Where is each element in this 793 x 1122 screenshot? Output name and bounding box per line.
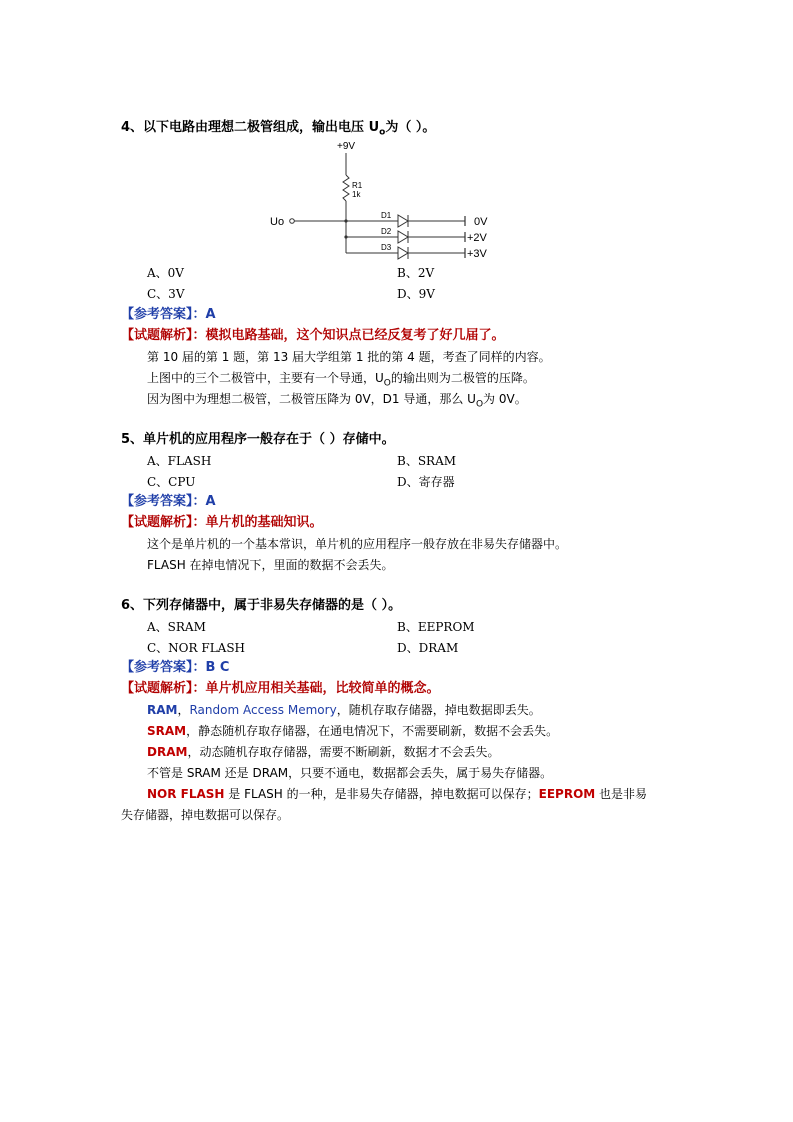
q4-analysis-p2: 上图中的三个二极管中，主要有一个导通，$U_O$的输出则为二极管的压降。	[147, 371, 535, 389]
q4-option-d: D、9V	[397, 287, 435, 301]
diode-d2	[398, 231, 408, 243]
q5-answer: 【参考答案】：A	[121, 494, 216, 509]
q6-analysis-continuation: 失存储器，掉电数据可以保存。	[121, 808, 290, 822]
q4-option-a: A、0V	[147, 266, 184, 280]
q6-option-c: C、NOR FLASH	[147, 641, 246, 655]
diode-d3	[398, 247, 408, 259]
q6-option-b: B、EEPROM	[397, 620, 475, 634]
output-terminal	[290, 219, 295, 224]
q6-analysis-heading: 【试题解析】：单片机应用相关基础，比较简单的概念。	[121, 681, 440, 696]
q5-option-c: C、CPU	[147, 475, 196, 489]
q5-option-b: B、SRAM	[397, 454, 457, 468]
q6-option-d: D、DRAM	[397, 641, 459, 655]
q5-option-a: A、FLASH	[147, 454, 212, 468]
v3-label: +3V	[467, 248, 487, 260]
v2-label: +2V	[467, 232, 487, 244]
d2-label: D2	[381, 227, 392, 236]
q4-analysis-p1: 第 10 届的第 1 题，第 13 届大学组第 1 批的第 4 题，考查了同样的内容。	[147, 350, 551, 364]
q6-analysis-sram: SRAM，静态随机存取存储器，在通电情况下，不需要刷新，数据不会丢失。	[147, 724, 559, 738]
supply-label: +9V	[337, 141, 356, 152]
output-label: Uo	[270, 216, 285, 228]
v1-label: 0V	[474, 216, 488, 228]
q5-analysis-heading: 【试题解析】：单片机的基础知识。	[121, 515, 323, 530]
q4-answer: 【参考答案】：A	[121, 307, 216, 322]
question-4-title: 4、以下电路由理想二极管组成，输出电压 $U_o$为（ ）。	[121, 120, 436, 138]
q6-analysis-nonvolatile: NOR FLASH 是 FLASH 的一种，是非易失存储器，掉电数据可以保存；EEPROM 也是非易	[147, 787, 648, 801]
question-5-title: 5、单片机的应用程序一般存在于（ ）存储中。	[121, 432, 395, 447]
q5-analysis-p2: FLASH 在掉电情况下，里面的数据不会丢失。	[147, 558, 394, 572]
d3-label: D3	[381, 243, 392, 252]
q6-answer: 【参考答案】：B C	[121, 660, 230, 675]
diode-d1	[398, 215, 408, 227]
q4-option-c: C、3V	[147, 287, 185, 301]
q6-analysis-volatile: 不管是 SRAM 还是 DRAM，只要不通电，数据都会丢失，属于易失存储器。	[147, 766, 553, 780]
q6-analysis-ram: RAM，Random Access Memory，随机存取存储器，掉电数据即丢失。	[147, 703, 541, 717]
q5-option-d: D、寄存器	[397, 475, 455, 489]
diode-circuit-diagram	[268, 140, 508, 262]
resistor-value: 1k	[352, 190, 361, 199]
resistor-label: R1	[352, 181, 363, 190]
q4-analysis-heading: 【试题解析】：模拟电路基础，这个知识点已经反复考了好几届了。	[121, 328, 505, 343]
q4-option-b: B、2V	[397, 266, 435, 280]
q6-analysis-dram: DRAM，动态随机存取存储器，需要不断刷新，数据才不会丢失。	[147, 745, 500, 759]
q5-analysis-p1: 这个是单片机的一个基本常识，单片机的应用程序一般存放在非易失存储器中。	[147, 537, 568, 551]
q4-analysis-p3: 因为图中为理想二极管，二极管压降为 0V，D1 导通，那么 $U_O$为 0V。	[147, 392, 527, 410]
question-6-title: 6、下列存储器中，属于非易失存储器的是（ ）。	[121, 598, 402, 613]
q6-option-a: A、SRAM	[147, 620, 206, 634]
resistor-r1	[343, 175, 349, 201]
d1-label: D1	[381, 211, 392, 220]
